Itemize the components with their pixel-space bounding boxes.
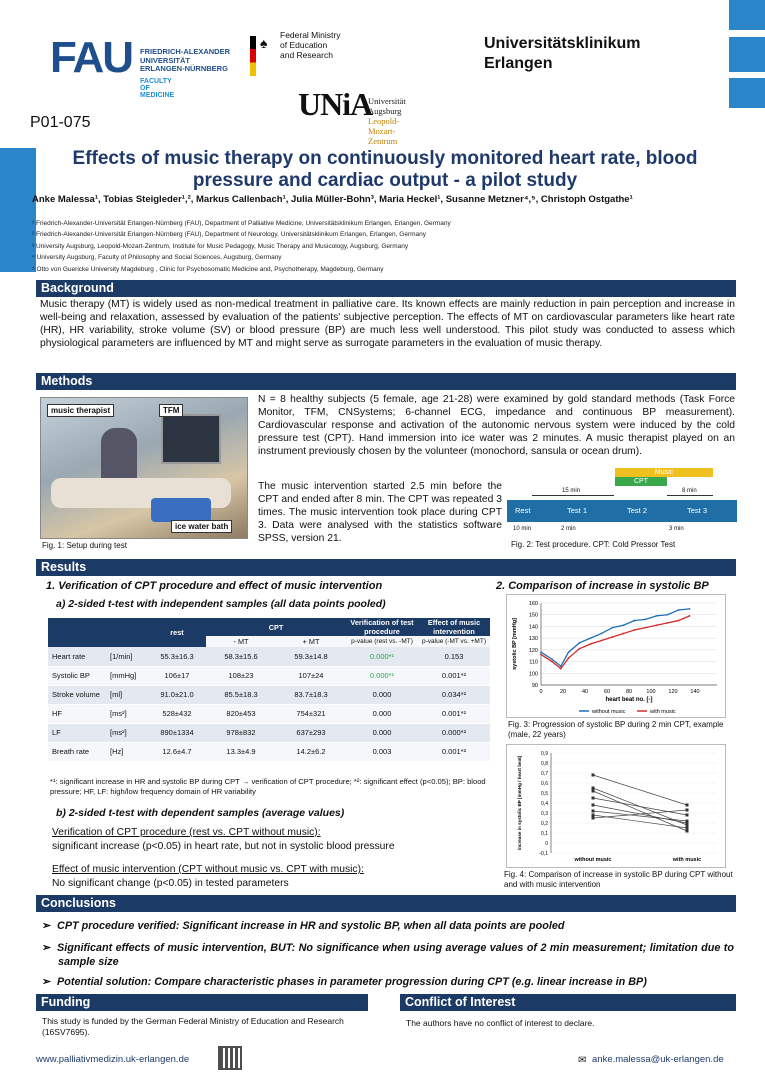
- table-cell-p2: 0.001*²: [418, 666, 490, 685]
- footer-url[interactable]: www.palliativmedizin.uk-erlangen.de: [36, 1054, 190, 1065]
- y-tick-label: 150: [528, 612, 538, 619]
- data-point: [551, 658, 553, 660]
- series-line: [541, 609, 690, 666]
- affiliation: ⁵ Otto von Guericke University Magdeburg , Clinic for Psychosomatic Medicine and, Psychotherapy, Magdeburg, Germany: [32, 265, 384, 273]
- y-tick-label: 0,3: [541, 811, 548, 817]
- data-point: [667, 614, 669, 616]
- methods-heading: Methods: [36, 373, 736, 390]
- affiliation: ² Friedrich-Alexander-Universität Erlangen-Nürnberg (FAU), Department of Neurology, Universitätsklinikum Erlangen, Erlangen, Germany: [32, 231, 427, 239]
- table-cell-minus: 820±453: [206, 704, 276, 723]
- table-cell-p2: 0.001*²: [418, 742, 490, 761]
- setup-photo: [40, 397, 248, 539]
- y-tick-label: 120: [528, 647, 538, 654]
- uke-logo: Universitätsklinikum Erlangen: [484, 35, 641, 72]
- footer-email[interactable]: anke.malessa@uk-erlangen.de: [592, 1054, 724, 1065]
- header-strip: [729, 0, 765, 30]
- y-tick-label: 0,8: [541, 761, 548, 767]
- conclusion-item: ➢ Potential solution: Compare characteristic phases in parameter progression during CPT (e.g. linear increase in BP): [42, 975, 742, 989]
- y-tick-label: 90: [531, 683, 538, 689]
- fig1-caption: Fig. 1: Setup during test: [42, 541, 127, 550]
- table-cell-p1: 0.000: [346, 685, 418, 704]
- duration-label: 15 min: [562, 488, 581, 494]
- results-heading: Results: [36, 559, 736, 576]
- left-accent-bar: [0, 148, 36, 272]
- table-cell-p2: 0.153: [418, 647, 490, 666]
- data-point: [689, 615, 691, 617]
- data-point: [686, 820, 689, 823]
- fig3-chart: [506, 594, 726, 718]
- data-point: [623, 633, 625, 635]
- table-cell-p2: 0.034*²: [418, 685, 490, 704]
- monitor-figure: [161, 414, 221, 464]
- table-cell-name: Heart rate: [48, 647, 106, 666]
- poster-title: Effects of music therapy on continuously monitored heart rate, blood pressure and cardiac output - a pilot study: [72, 148, 698, 191]
- table-cell-minus: 978±832: [206, 723, 276, 742]
- data-point: [601, 640, 603, 642]
- data-point: [623, 624, 625, 626]
- col-rest: rest: [148, 618, 206, 647]
- conclusions-heading: Conclusions: [36, 895, 736, 912]
- col-mt-minus: - MT: [206, 636, 276, 647]
- y-tick-label: 100: [528, 671, 538, 678]
- conclusion-item: ➢ CPT procedure verified: Significant increase in HR and systolic BP, when all data points are pooled: [42, 919, 742, 933]
- photo-label: TFM: [159, 404, 183, 417]
- fau-faculty: FACULTY OF MEDICINE: [140, 78, 175, 99]
- col-verif: Verification of test procedure: [346, 618, 418, 636]
- data-point: [540, 651, 542, 653]
- col-effect: Effect of music intervention: [418, 618, 490, 636]
- table-cell-plus: 59.3±14.8: [276, 647, 346, 666]
- table-row: [48, 666, 490, 685]
- conclusion-item: ➢ Significant effects of music intervention, BUT: No significance when using average values of 2 min measurement; limitation due to sample size: [42, 941, 734, 969]
- data-point: [592, 790, 595, 793]
- music-bar: Music: [615, 468, 713, 477]
- y-tick-label: 0: [545, 841, 548, 847]
- fig4-caption: Fig. 4: Comparison of increase in systolic BP during CPT without and with music intervention: [504, 870, 733, 889]
- duration-label: 8 min: [682, 488, 697, 494]
- x-tick-label: 20: [559, 689, 567, 695]
- bmbf-text: Federal Ministry of Education and Research: [280, 30, 341, 60]
- data-point: [634, 620, 636, 622]
- mail-icon: ✉: [578, 1055, 587, 1066]
- photo-label: music therapist: [47, 404, 114, 417]
- timeline-figure: [507, 466, 737, 538]
- data-point: [656, 624, 658, 626]
- col-pval2: p-value (-MT vs. +MT): [418, 636, 490, 647]
- effect-title: Effect of music intervention (CPT without music vs. CPT with music):: [52, 864, 364, 875]
- time-label: 10 min: [513, 526, 532, 532]
- results-sub1b: b) 2-sided t-test with dependent samples (average values): [56, 807, 345, 819]
- fig4-chart: [506, 744, 726, 868]
- y-tick-label: 130: [528, 636, 538, 643]
- table-cell-name: Stroke volume: [48, 685, 106, 704]
- affiliation: ³ University Augsburg, Leopold-Mozart-Zentrum, Institute for Music Pedagogy, Music Therapy and Musicology, Augsburg, Germany: [32, 242, 409, 250]
- data-point: [590, 643, 592, 645]
- y-tick-label: 160: [528, 601, 538, 607]
- x-tick-label: 140: [690, 689, 700, 695]
- table-cell-p1: 0.003: [346, 742, 418, 761]
- data-point: [686, 804, 689, 807]
- table-cell-plus: 754±321: [276, 704, 346, 723]
- fau-name: FRIEDRICH-ALEXANDER UNIVERSITÄT ERLANGEN-NÜRNBERG: [140, 47, 230, 73]
- unia-name: Universität Augsburg: [368, 96, 406, 116]
- x-tick-label: with music: [672, 857, 702, 863]
- data-point: [568, 657, 570, 659]
- table-cell-plus: 83.7±18.3: [276, 685, 346, 704]
- y-tick-label: 0,1: [541, 831, 548, 837]
- data-point: [656, 615, 658, 617]
- table-note: *¹: significant increase in HR and systolic BP during CPT → verification of CPT procedure; *²: significant effect (p<0.05); BP: blood pressure; HF, LF: high/low frequency domain of HR variability: [50, 777, 486, 796]
- table-cell-p1: 0.000*¹: [346, 666, 418, 685]
- x-tick-label: 0: [539, 689, 543, 695]
- x-axis-label: heart beat no. [-]: [605, 697, 653, 703]
- table-cell-unit: [1/min]: [106, 647, 148, 666]
- table-cell-name: LF: [48, 723, 106, 742]
- table-cell-p2: 0.000*²: [418, 723, 490, 742]
- authors: Anke Malessa¹, Tobias Steigleder¹,², Markus Callenbach¹, Julia Müller-Bohn³, Maria Heckel¹, Susanne Metzner⁴,⁵, Christoph Ostgathe¹: [32, 194, 633, 205]
- data-point: [686, 809, 689, 812]
- data-point: [686, 814, 689, 817]
- data-point: [686, 830, 689, 833]
- y-tick-label: 0,7: [541, 771, 548, 777]
- table-row: [48, 647, 490, 666]
- time-label: 2 min: [561, 526, 576, 532]
- table-cell-name: Systolic BP: [48, 666, 106, 685]
- table-cell-name: HF: [48, 704, 106, 723]
- x-tick-label: 100: [646, 689, 656, 695]
- y-tick-label: -0,1: [539, 851, 548, 857]
- table-row: [48, 685, 490, 704]
- y-tick-label: 0,6: [541, 781, 548, 787]
- data-point: [592, 817, 595, 820]
- table-cell-unit: [ms²]: [106, 723, 148, 742]
- data-point: [590, 637, 592, 639]
- x-tick-label: 40: [581, 689, 589, 695]
- phase-rest: Rest: [515, 506, 531, 515]
- x-tick-label: without music: [574, 857, 612, 863]
- table-cell-unit: [mmHg]: [106, 666, 148, 685]
- qr-code-icon: [218, 1046, 242, 1070]
- poster-id: P01-075: [30, 114, 91, 131]
- photo-label: ice water bath: [171, 520, 232, 533]
- effect-text: No significant change (p<0.05) in tested parameters: [52, 878, 289, 889]
- methods-text-1: N = 8 healthy subjects (5 female, age 21-28) were examined by gold standard methods (Task Force Monitor, TFM, CNSystems; 6-channel ECG, impedance and continuous BP measurement). Cardiovascular response and activation of the autonomic nervous system were induced by the cold pressure test (CPT). Hand immersion into ice water was 2 minutes. A music therapist played on an instrument previously chosen by the volunteer (monochord, sansula or ocean drum).: [258, 394, 735, 457]
- unia-sub: Leopold-Mozart-Zentrum: [368, 116, 400, 146]
- data-point: [612, 627, 614, 629]
- duration-line: [667, 495, 713, 496]
- data-point: [689, 608, 691, 610]
- col-pval1: p-value (rest vs. -MT): [346, 636, 418, 647]
- fau-logo: FAU FRIEDRICH-ALEXANDER UNIVERSITÄT ERLANGEN-NÜRNBERG FACULTY OF MEDICINE: [50, 36, 132, 80]
- table-cell-plus: 637±293: [276, 723, 346, 742]
- time-label: 3 min: [669, 526, 684, 532]
- cpt-bar: CPT: [615, 477, 667, 486]
- table-row: [48, 704, 490, 723]
- german-flag-icon: [250, 36, 256, 76]
- data-point: [678, 609, 680, 611]
- table-cell-rest: 528±432: [148, 704, 206, 723]
- data-point: [612, 636, 614, 638]
- data-point: [540, 654, 542, 656]
- table-cell-rest: 106±17: [148, 666, 206, 685]
- data-point: [592, 787, 595, 790]
- data-point: [560, 668, 562, 670]
- table-cell-unit: [Hz]: [106, 742, 148, 761]
- table-cell-p2: 0.001*²: [418, 704, 490, 723]
- data-point: [568, 651, 570, 653]
- unia-logo: UNiA Universität Augsburg Leopold-Mozart-Zentrum: [298, 86, 406, 146]
- results-sub2: 2. Comparison of increase in systolic BP: [496, 580, 709, 592]
- table-row: [48, 742, 490, 761]
- x-tick-label: 120: [668, 689, 678, 695]
- affiliation: ⁴ University Augsburg, Faculty of Philosophy and Social Sciences, Augsburg, Germany: [32, 254, 282, 262]
- table-cell-minus: 58.3±15.6: [206, 647, 276, 666]
- results-table: [48, 618, 490, 762]
- table-cell-minus: 13.3±4.9: [206, 742, 276, 761]
- header-strip: [729, 78, 765, 108]
- col-mt-plus: + MT: [276, 636, 346, 647]
- data-point: [634, 629, 636, 631]
- col-cpt: CPT: [206, 618, 346, 636]
- data-point: [551, 661, 553, 663]
- legend-label: with music: [650, 709, 676, 715]
- table-cell-plus: 107±24: [276, 666, 346, 685]
- table-cell-minus: 85.5±18.3: [206, 685, 276, 704]
- table-cell-rest: 91.0±21.0: [148, 685, 206, 704]
- legend-label: without music: [592, 709, 626, 715]
- data-point: [678, 620, 680, 622]
- y-tick-label: 0,5: [541, 791, 548, 797]
- verif-text: significant increase (p<0.05) in heart rate, but not in systolic blood pressure: [52, 841, 395, 852]
- x-tick-label: 60: [603, 689, 611, 695]
- funding-heading: Funding: [36, 994, 368, 1011]
- data-point: [579, 648, 581, 650]
- phase-test3: Test 3: [687, 506, 708, 515]
- affiliations: [32, 218, 744, 275]
- ice-bath-figure: [151, 498, 211, 522]
- results-sub1a: a) 2-sided t-test with independent samples (all data points pooled): [56, 598, 386, 610]
- background-text: Music therapy (MT) is widely used as non-medical treatment in palliative care. Its known effects are mainly reduction in pain perception and increase in well-being and relaxation, assessed by evaluation of the patients' subjective perception. The effects of MT on cardiovascular parameters like heart rate (HR), HR variability, stroke volume (SV) or blood pressure (BP) are much less well understood. This pilot study was conducted to assess which physiological parameters are influenced by MT and might serve as surrogate parameters in the evaluation of music therapy.: [40, 299, 735, 349]
- data-point: [686, 827, 689, 830]
- data-point: [592, 814, 595, 817]
- y-tick-label: 0,2: [541, 821, 548, 827]
- data-point: [592, 804, 595, 807]
- table-cell-rest: 12.6±4.7: [148, 742, 206, 761]
- table-cell-p1: 0.000: [346, 723, 418, 742]
- verif-title: Verification of CPT procedure (rest vs. CPT without music):: [52, 827, 321, 838]
- methods-text-2: The music intervention started 2.5 min before the CPT and ended after 8 min. The CPT was repeated 3 times. The music intervention took place during CPT 3. Data were analysed with the statistics software SPSS, version 21.: [258, 481, 502, 544]
- affiliation: ¹ Friedrich-Alexander-Universität Erlangen-Nürnberg (FAU), Department of Palliative Medicine, Universitätsklinikum Erlangen, Erlangen, Germany: [32, 220, 451, 227]
- y-tick-label: 0,4: [541, 801, 548, 807]
- table-cell-rest: 890±1334: [148, 723, 206, 742]
- fig3-caption: Fig. 3: Progression of systolic BP during 2 min CPT, example (male, 22 years): [508, 720, 724, 739]
- header-strip: [729, 37, 765, 72]
- phase-test2: Test 2: [627, 506, 648, 515]
- fig2-caption: Fig. 2: Test procedure. CPT: Cold Pressor Test: [511, 540, 676, 549]
- table-cell-p1: 0.000*¹: [346, 647, 418, 666]
- table-row: [48, 723, 490, 742]
- data-point: [667, 622, 669, 624]
- y-tick-label: 0,9: [541, 751, 548, 757]
- data-point: [579, 642, 581, 644]
- y-tick-label: 140: [528, 624, 538, 631]
- table-cell-rest: 55.3±16.3: [148, 647, 206, 666]
- x-tick-label: 80: [625, 689, 633, 695]
- conflict-heading: Conflict of Interest: [400, 994, 736, 1011]
- conflict-text: The authors have no conflict of interest to declare.: [406, 1018, 595, 1028]
- duration-line: [532, 495, 614, 496]
- table-cell-unit: [ms²]: [106, 704, 148, 723]
- background-heading: Background: [36, 280, 736, 297]
- funding-text: This study is funded by the German Federal Ministry of Education and Research (16SV7695).: [42, 1016, 344, 1037]
- y-tick-label: 110: [529, 659, 538, 666]
- data-point: [601, 633, 603, 635]
- data-point: [592, 797, 595, 800]
- y-axis-label: increase in systolic BP [mmHg / heart beat]: [517, 755, 522, 851]
- eagle-icon: ♠: [260, 35, 268, 51]
- results-sub1: 1. Verification of CPT procedure and effect of music intervention: [46, 580, 383, 592]
- data-point: [592, 810, 595, 813]
- table-cell-name: Breath rate: [48, 742, 106, 761]
- y-axis-label: systolic BP [mmHg]: [512, 618, 518, 670]
- data-point: [645, 627, 647, 629]
- table-cell-p1: 0.000: [346, 704, 418, 723]
- data-point: [592, 774, 595, 777]
- table-cell-unit: [ml]: [106, 685, 148, 704]
- table-cell-minus: 108±23: [206, 666, 276, 685]
- data-point: [645, 619, 647, 621]
- table-cell-plus: 14.2±6.2: [276, 742, 346, 761]
- phase-test1: Test 1: [567, 506, 588, 515]
